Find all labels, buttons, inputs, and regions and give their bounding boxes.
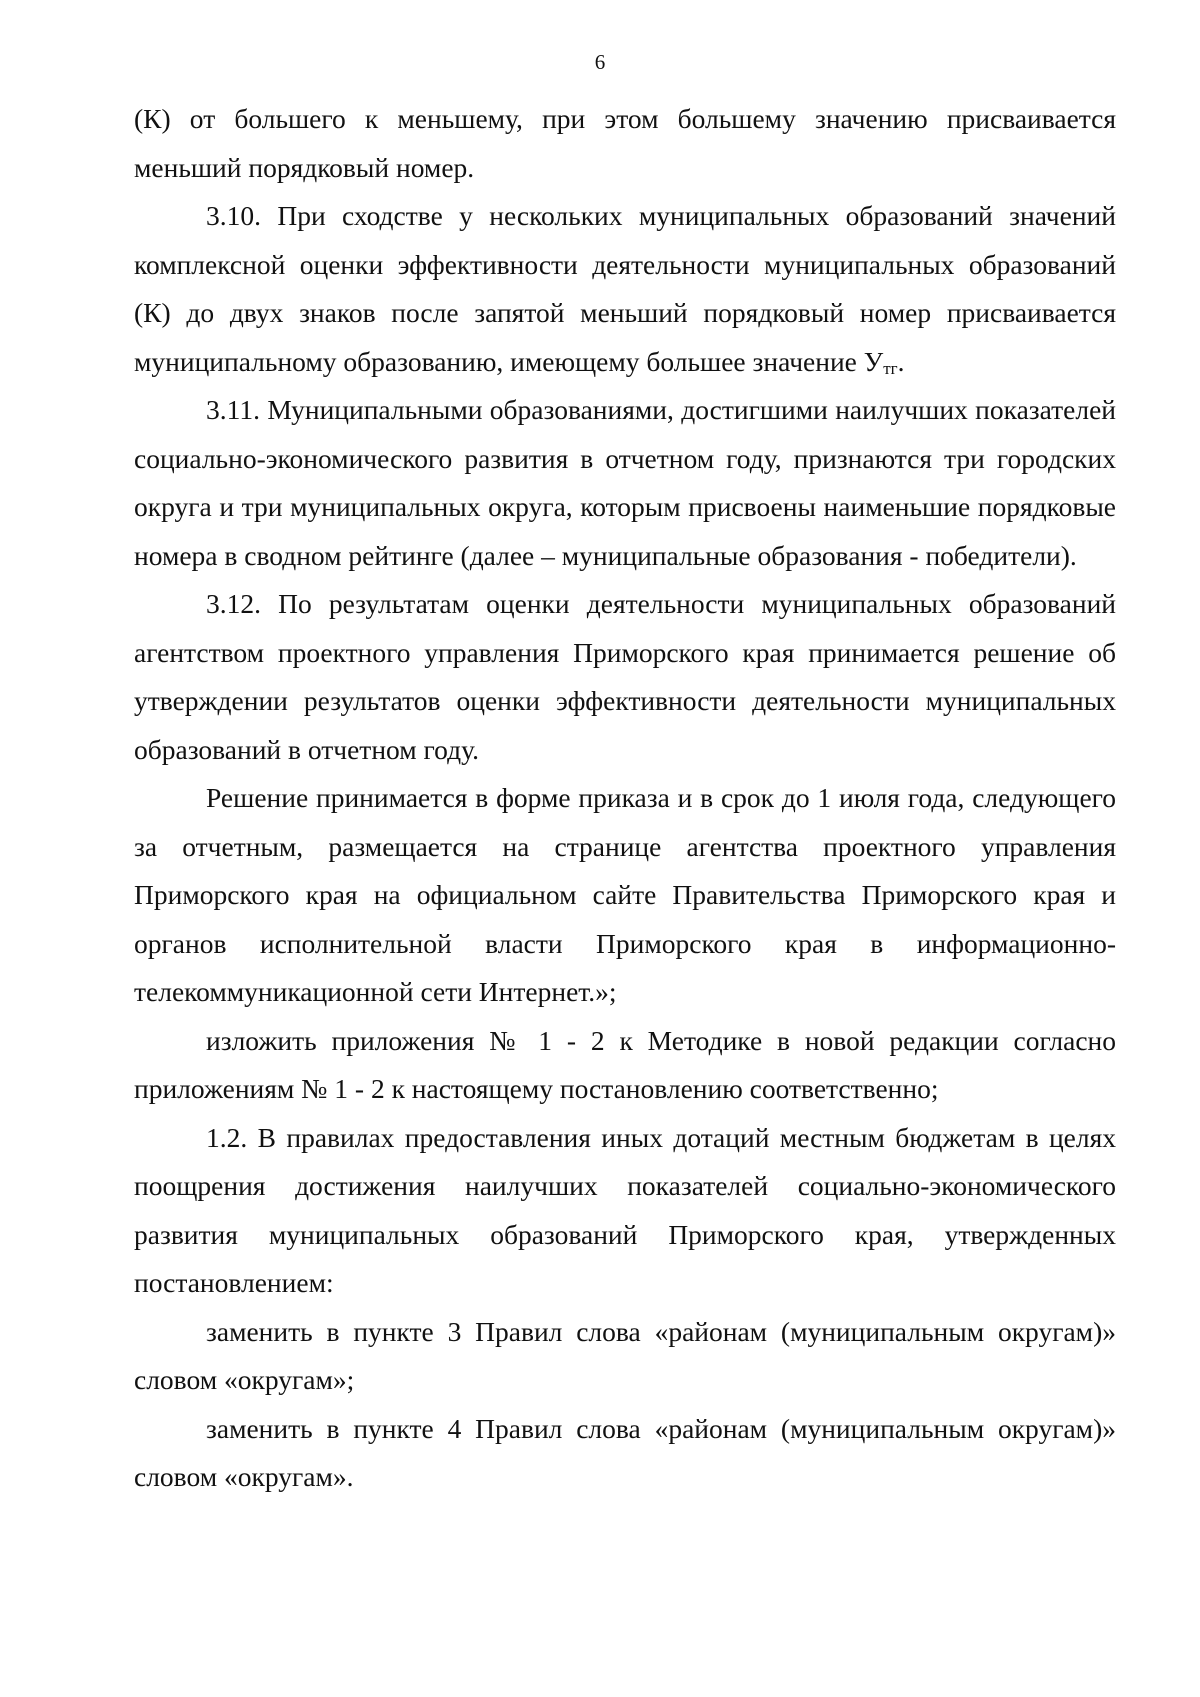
paragraph-3-11: 3.11. Муниципальными образованиями, достигшими наилучших показателей социально-экономического развития в отчетном году, признаются три городских округа и три муниципальных округа, которым присвоены наименьшие порядковые номера в сводном рейтинге (далее – муниципальные образования - победители). [134, 394, 1116, 571]
paragraph-3-10-tail: . [897, 345, 905, 377]
paragraph-decision: Решение принимается в форме приказа и в срок до 1 июля года, следующего за отчетным, размещается на странице агентства проектного управления Приморского края на официальном сайте Правительства Приморского края и органов исполнительной власти Приморского края в информационно-телекоммуникационной сети Интернет.»; [134, 782, 1116, 1007]
paragraph-1-2: 1.2. В правилах предоставления иных дотаций местным бюджетам в целях поощрения достижения наилучших показателей социально-экономического развития муниципальных образований Приморского края, утвержденных постановлением: [134, 1121, 1116, 1298]
document-body [134, 95, 1116, 1502]
paragraph-3-10 [134, 192, 1116, 386]
paragraph-appendices: изложить приложения № 1 - 2 к Методике в новой редакции согласно приложениям № 1 - 2 к настоящему постановлению соответственно; [134, 1024, 1116, 1104]
paragraph-3-10-text: 3.10. При сходстве у нескольких муниципальных образований значений комплексной оценки эффективности деятельности муниципальных образований (К) до двух знаков после запятой меньший порядковый номер присваивается муниципальному образованию, имеющему большее значение У [134, 200, 1116, 377]
paragraph-continuation: (К) от большего к меньшему, при этом большему значению присваивается меньший порядковый номер. [134, 103, 1116, 183]
page-number: 6 [594, 50, 606, 74]
paragraph-replace-point-4: заменить в пункте 4 Правил слова «районам (муниципальным округам)» словом «округам». [134, 1412, 1116, 1492]
paragraph-3-12: 3.12. По результатам оценки деятельности муниципальных образований агентством проектного управления Приморского края принимается решение об утверждении результатов оценки эффективности деятельности муниципальных образований в отчетном году. [134, 588, 1116, 765]
subscript-tg: тг [883, 358, 898, 378]
paragraph-replace-point-3: заменить в пункте 3 Правил слова «районам (муниципальным округам)» словом «округам»; [134, 1315, 1116, 1395]
